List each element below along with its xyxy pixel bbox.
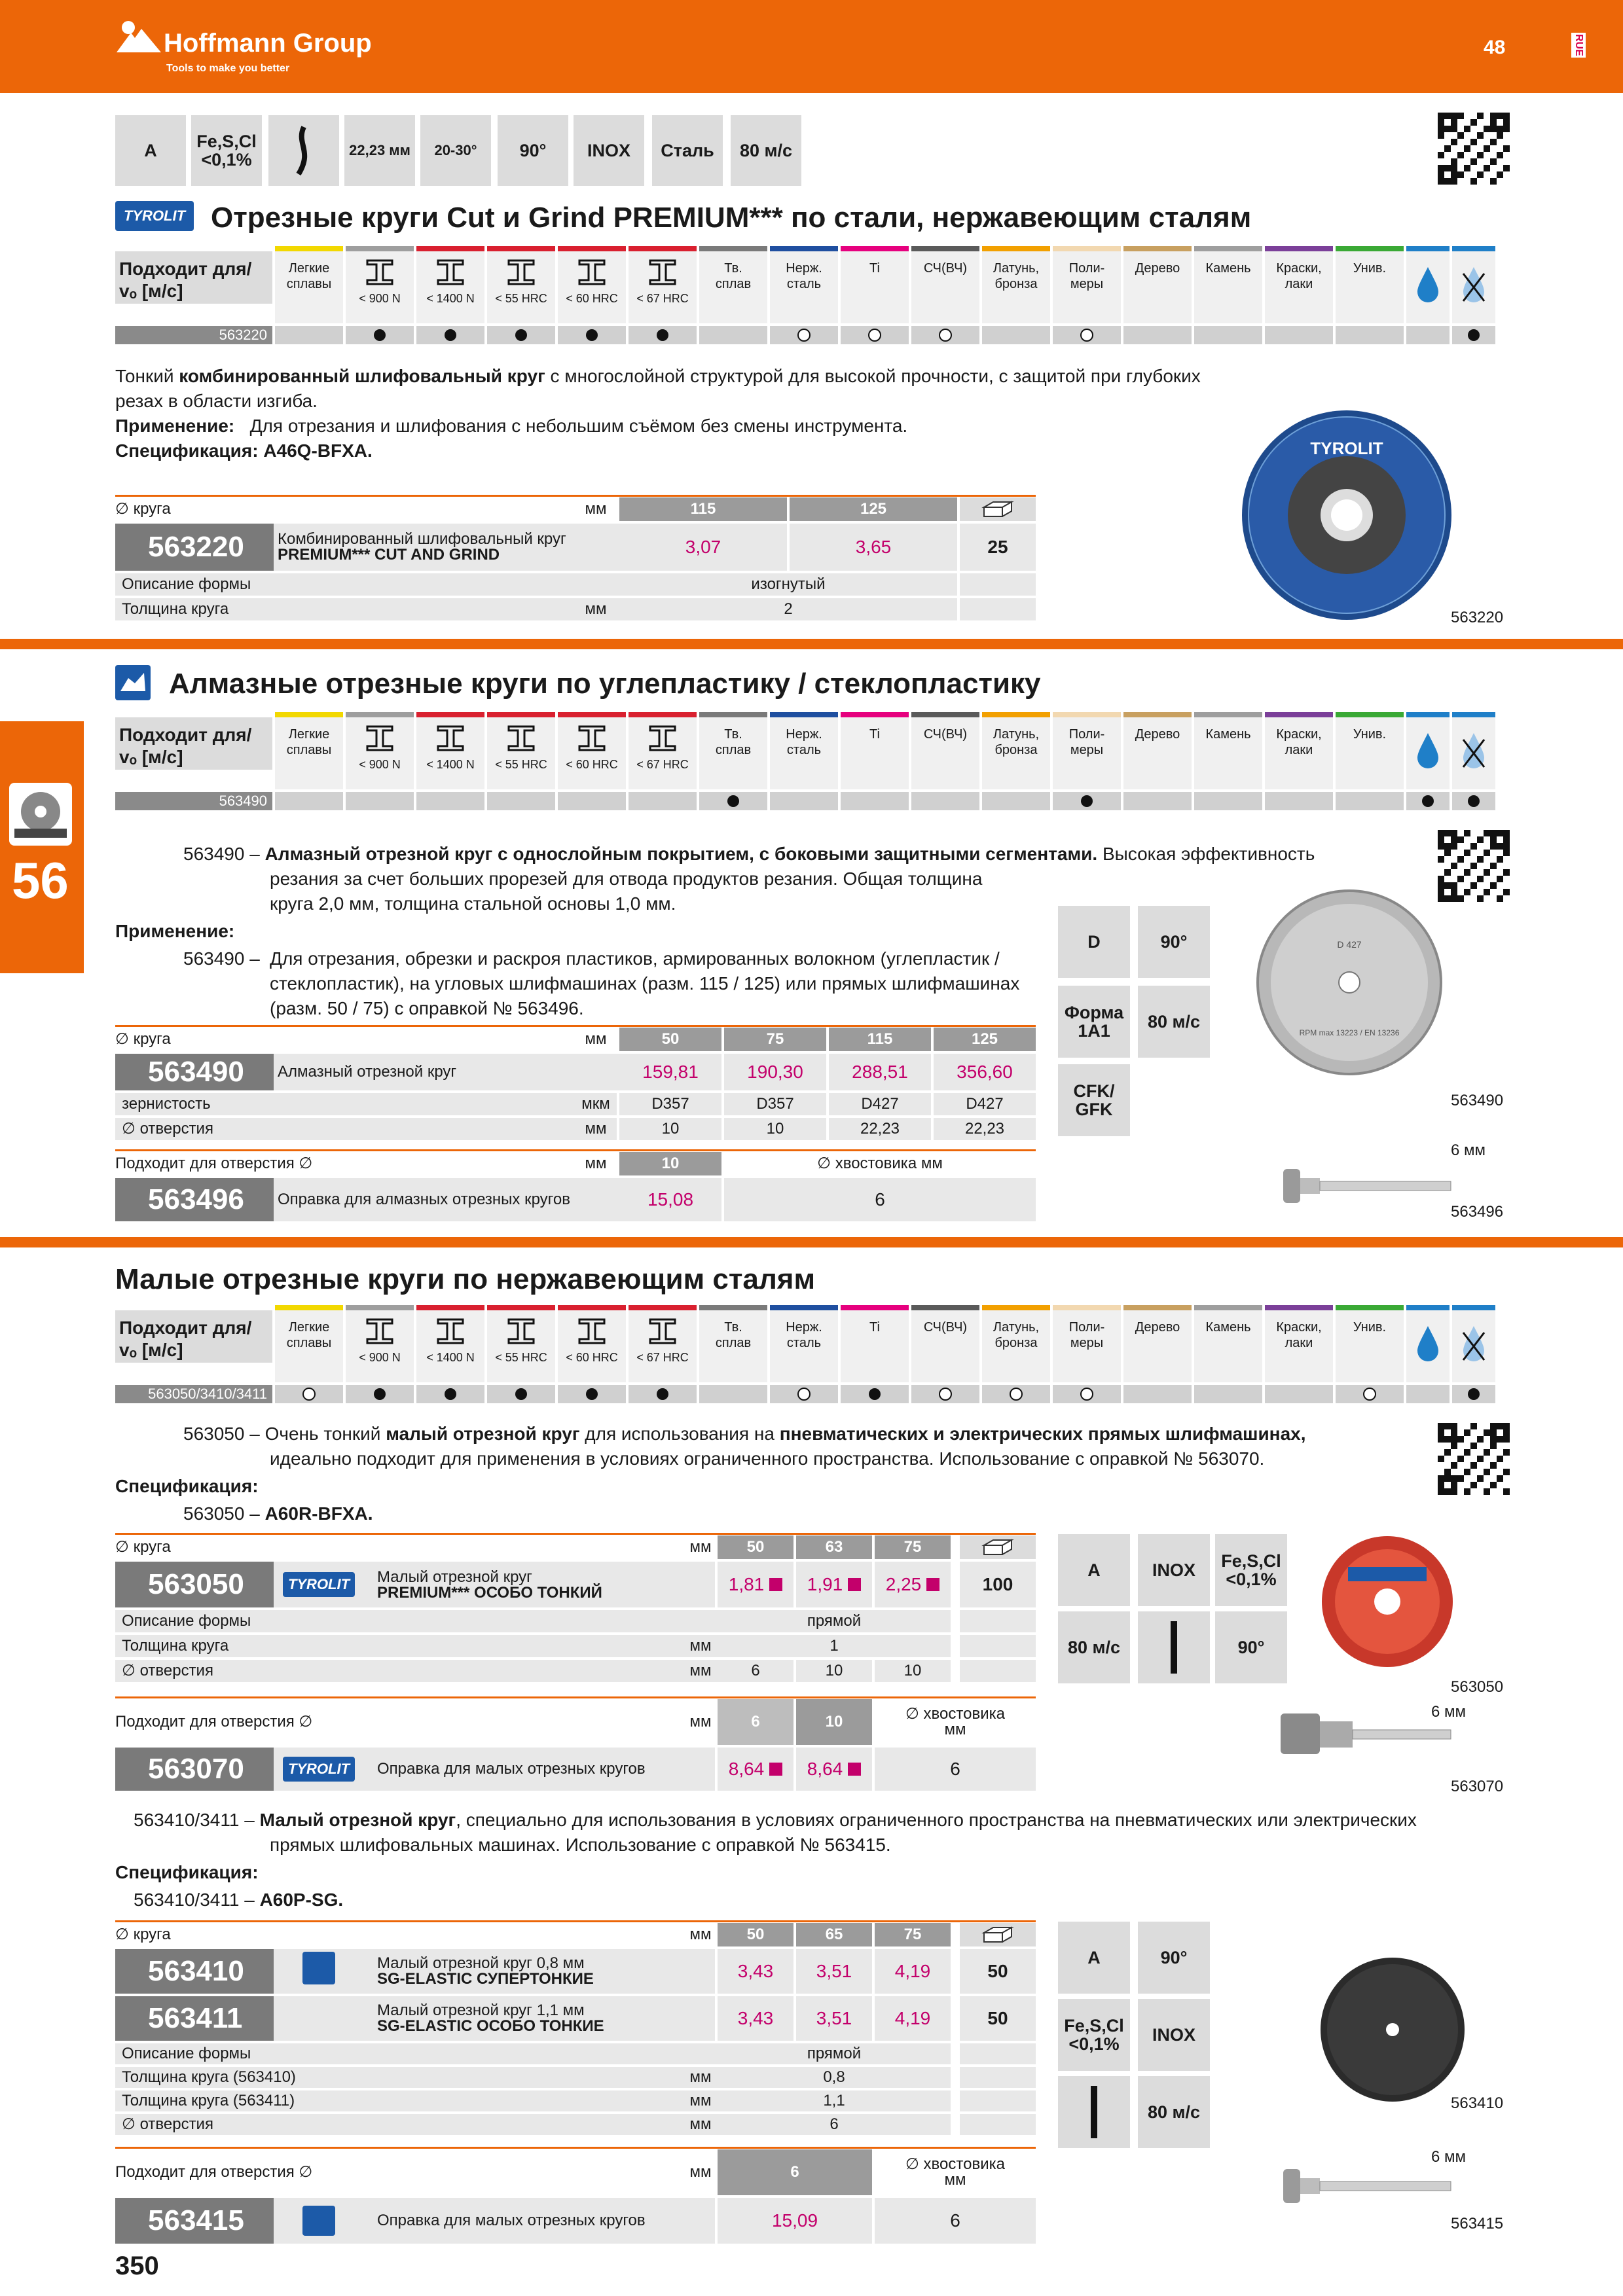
property-icon-1: Fe,S,Cl <0,1% — [191, 115, 262, 186]
wet-drop-icon — [1415, 1323, 1441, 1363]
material-col-14: Краски, лаки — [1265, 251, 1333, 323]
steel-beam-icon — [646, 1317, 679, 1346]
price: 288,51 — [829, 1054, 931, 1090]
shank-label: ∅ хвостовика мм — [817, 1155, 943, 1172]
steel-beam-icon — [575, 258, 608, 287]
suitability-label: Подходит для/ vₒ [м/с] — [115, 717, 272, 770]
svg-text:D 427: D 427 — [1337, 939, 1362, 950]
suitability-mark — [275, 326, 343, 344]
suitability-mark — [1194, 326, 1262, 344]
price: 3,07 — [619, 524, 787, 571]
suitability-mark — [770, 792, 838, 810]
material-col-14: Краски, лаки — [1265, 1310, 1333, 1382]
steel-beam-icon — [505, 258, 538, 287]
steel-beam-icon — [646, 724, 679, 753]
suitability-mark — [416, 792, 484, 810]
qr-code-1[interactable] — [1438, 113, 1510, 185]
suitability-mark — [911, 792, 979, 810]
material-col-3: < 55 HRC — [487, 717, 555, 789]
hoffmann-logo-icon — [115, 18, 162, 55]
suitability-mark — [1406, 326, 1450, 344]
suitability-mark — [629, 1385, 697, 1403]
fit-hole-label: Подходит для отверстия ∅ — [115, 1155, 313, 1172]
material-col-1: < 900 N — [346, 717, 414, 789]
suitability-mark — [841, 326, 909, 344]
brand-tagline: Tools to make you better — [166, 63, 290, 74]
suitability-mark — [629, 326, 697, 344]
s1-size: 125 — [790, 497, 957, 521]
suitability-article-code: 563490 — [115, 792, 272, 810]
suitability-mark — [558, 792, 626, 810]
material-col-6: Тв. сплав — [699, 1310, 767, 1382]
section-title-3: Малые отрезные круги по нержавеющим сталям — [115, 1263, 816, 1295]
suitability-label: Подходит для/ vₒ [м/с] — [115, 251, 272, 304]
s1-product-name: Комбинированный шлифовальный круг PREMIUM*** CUT AND GRIND — [274, 524, 621, 571]
suitability-article-code: 563220 — [115, 326, 272, 344]
tyrolit-disc-image — [1239, 407, 1455, 623]
property-icon-0: A — [115, 115, 186, 186]
steel-beam-icon — [434, 1317, 467, 1346]
tyrolit-logo: TYROLIT — [283, 1572, 355, 1597]
price: 190,30 — [724, 1054, 826, 1090]
article-number-563070[interactable]: 563070 — [115, 1748, 304, 1791]
suitability-mark — [841, 1385, 909, 1403]
image-caption: 563496 — [1451, 1203, 1504, 1221]
material-col-11: Поли- меры — [1053, 717, 1121, 789]
header-page-number: 48 — [1484, 37, 1506, 58]
suitability-mark — [699, 1385, 767, 1403]
steel-beam-icon — [505, 1317, 538, 1346]
angle-90-icon: 90° — [1138, 1922, 1210, 1994]
thickness-label: Толщина круга — [115, 598, 623, 620]
material-col-1: < 900 N — [346, 251, 414, 323]
suitability-mark — [770, 1385, 838, 1403]
price: 1,91 — [796, 1562, 872, 1607]
material-col-4: < 60 HRC — [558, 717, 626, 789]
svg-text:RPM max 13223 / EN 13236: RPM max 13223 / EN 13236 — [1299, 1028, 1400, 1037]
material-col-7: Нерж. сталь — [770, 717, 838, 789]
material-col-16 — [1406, 717, 1450, 789]
suitability-mark — [416, 326, 484, 344]
mandrel-name: Оправка для алмазных отрезных кругов — [274, 1178, 621, 1221]
suitability-mark — [487, 1385, 555, 1403]
suitability-mark — [1265, 792, 1333, 810]
pack-qty: 25 — [960, 524, 1036, 571]
chapter-number: 56 — [12, 852, 69, 909]
material-col-1: < 900 N — [346, 1310, 414, 1382]
angle-90-icon: 90° — [1138, 906, 1210, 978]
material-col-11: Поли- меры — [1053, 251, 1121, 323]
material-col-10: Латунь, бронза — [982, 1310, 1050, 1382]
suitability-mark — [1053, 326, 1121, 344]
suitability-mark — [487, 326, 555, 344]
suitability-mark — [629, 792, 697, 810]
suitability-mark — [416, 1385, 484, 1403]
image-caption: 563220 — [1451, 609, 1504, 626]
property-icon-5: 90° — [498, 115, 568, 186]
package-icon — [960, 1923, 1036, 1946]
material-col-15: Унив. — [1336, 1310, 1404, 1382]
mandrel-image — [1277, 2160, 1460, 2212]
pferd-logo-icon — [302, 1952, 335, 1984]
material-col-12: Дерево — [1123, 717, 1192, 789]
s2-size: 50 — [619, 1028, 721, 1051]
wet-drop-icon — [1415, 264, 1441, 304]
suitability-mark — [1123, 1385, 1192, 1403]
small-tyrolit-disc-image — [1319, 1533, 1456, 1670]
suitability-mark — [346, 792, 414, 810]
material-col-6: Тв. сплав — [699, 717, 767, 789]
shape-label: Описание формы — [115, 573, 623, 596]
diamond-disc-image — [1254, 888, 1444, 1077]
svg-text:TYROLIT: TYROLIT — [1310, 439, 1383, 458]
suitability-mark — [982, 792, 1050, 810]
suitability-mark — [982, 326, 1050, 344]
material-col-6: Тв. сплав — [699, 251, 767, 323]
suitability-mark — [558, 326, 626, 344]
form-1a1-icon: Форма 1A1 — [1058, 986, 1130, 1058]
mandrel-image — [1277, 1160, 1460, 1212]
material-col-10: Латунь, бронза — [982, 251, 1050, 323]
material-col-8: Ti — [841, 1310, 909, 1382]
price: 15,08 — [619, 1178, 721, 1221]
suitability-mark — [275, 1385, 343, 1403]
material-col-4: < 60 HRC — [558, 1310, 626, 1382]
property-icon-4: 20-30° — [420, 115, 491, 186]
suitability-mark — [699, 792, 767, 810]
suitability-mark — [1265, 1385, 1333, 1403]
article-number-563410[interactable]: 563410 — [115, 1949, 304, 1994]
material-col-16 — [1406, 251, 1450, 323]
suitability-mark — [911, 1385, 979, 1403]
material-col-4: < 60 HRC — [558, 251, 626, 323]
s2-size: 125 — [934, 1028, 1036, 1051]
material-col-17 — [1452, 1310, 1495, 1382]
material-col-8: Ti — [841, 251, 909, 323]
suitability-mark — [1452, 792, 1495, 810]
suitability-mark — [1194, 792, 1262, 810]
pferd-logo-icon — [115, 665, 151, 700]
qr-code-3[interactable] — [1438, 1423, 1510, 1495]
tyrolit-logo: TYROLIT — [283, 1757, 355, 1782]
material-col-15: Унив. — [1336, 717, 1404, 789]
suitability-mark — [275, 792, 343, 810]
dry-drop-icon — [1461, 264, 1487, 304]
steel-beam-icon — [505, 724, 538, 753]
material-col-11: Поли- меры — [1053, 1310, 1121, 1382]
suitability-mark — [487, 792, 555, 810]
suitability-mark — [346, 1385, 414, 1403]
dry-drop-icon — [1461, 730, 1487, 770]
steel-beam-icon — [363, 258, 396, 287]
section-title-1: Отрезные круги Cut и Grind PREMIUM*** по стали, нержавеющим сталям — [211, 202, 1252, 234]
angle-90-icon: 90° — [1215, 1611, 1287, 1683]
suitability-mark — [1123, 326, 1192, 344]
brand-name: Hoffmann Group — [164, 29, 372, 58]
suitability-mark — [1123, 792, 1192, 810]
s1-diam-label: ∅ круга — [115, 500, 171, 518]
material-col-17 — [1452, 251, 1495, 323]
price: 2,25 — [875, 1562, 951, 1607]
material-col-7: Нерж. сталь — [770, 251, 838, 323]
steel-beam-icon — [434, 258, 467, 287]
material-col-0: Легкие сплавы — [275, 717, 343, 789]
suitability-mark — [911, 326, 979, 344]
article-number-563220[interactable]: 563220 — [115, 524, 304, 571]
thickness-value: 2 — [619, 598, 957, 620]
s3-description: 563050 – Очень тонкий малый отрезной круг для использования на пневматических и электрических прямых шлифмашинах, — [183, 1424, 1306, 1444]
material-col-2: < 1400 N — [416, 251, 484, 323]
s2-product-name: Алмазный отрезной круг — [274, 1054, 621, 1090]
suitability-mark — [1336, 326, 1404, 344]
steel-beam-icon — [363, 724, 396, 753]
suitability-mark — [1194, 1385, 1262, 1403]
suitability-label: Подходит для/ vₒ [м/с] — [115, 1310, 272, 1363]
material-col-12: Дерево — [1123, 1310, 1192, 1382]
suitability-mark — [699, 326, 767, 344]
language-tag: RUE — [1571, 33, 1586, 58]
article-number-563490[interactable]: 563490 — [115, 1054, 304, 1090]
article-number-563496[interactable]: 563496 — [115, 1178, 304, 1221]
material-col-5: < 67 HRC — [629, 1310, 697, 1382]
property-icon-3: 22,23 мм — [344, 115, 415, 186]
material-col-9: СЧ(ВЧ) — [911, 717, 979, 789]
price: 8,64 — [796, 1748, 872, 1791]
pack-qty: 100 — [960, 1562, 1036, 1607]
price: 356,60 — [934, 1054, 1036, 1090]
material-col-9: СЧ(ВЧ) — [911, 251, 979, 323]
footer-page-number: 350 — [115, 2251, 159, 2280]
suitability-mark — [1053, 792, 1121, 810]
material-col-13: Камень — [1194, 251, 1262, 323]
material-col-5: < 67 HRC — [629, 717, 697, 789]
suitability-mark — [770, 326, 838, 344]
cutting-disc-icon — [9, 783, 72, 846]
material-col-7: Нерж. сталь — [770, 1310, 838, 1382]
material-col-3: < 55 HRC — [487, 251, 555, 323]
shank-value: 6 — [724, 1178, 1036, 1221]
material-col-5: < 67 HRC — [629, 251, 697, 323]
steel-beam-icon — [363, 1317, 396, 1346]
material-col-3: < 55 HRC — [487, 1310, 555, 1382]
property-icon-7: Сталь — [652, 115, 723, 186]
suitability-mark — [1336, 1385, 1404, 1403]
suitability-article-code: 563050/3410/3411 — [115, 1385, 272, 1403]
suitability-mark — [1053, 1385, 1121, 1403]
s2-description: 563490 – Алмазный отрезной круг с однослойным покрытием, с боковыми защитными сегментами. Высокая эффективность — [183, 844, 1315, 864]
s2-size: 75 — [724, 1028, 826, 1051]
steel-beam-icon — [575, 724, 608, 753]
s3-product-name: Малый отрезной круг PREMIUM*** ОСОБО ТОНКИЙ — [377, 1568, 602, 1602]
article-number-563415[interactable]: 563415 — [115, 2198, 304, 2244]
black-disc-image — [1317, 1954, 1468, 2105]
s1-description: Тонкий комбинированный шлифовальный круг с многослойной структурой для высокой прочности, с защитой при глубоких резах в области изгиба. Применение: Для отрезания и шлифования с небольшим съёмом без смены инструмента. Спецификация: A46Q-BFXA. — [115, 366, 1201, 461]
fit-hole-value: 10 — [619, 1152, 721, 1175]
tyrolit-logo: TYROLIT — [115, 201, 194, 231]
s1-unit: мм — [585, 500, 607, 518]
suitability-mark — [1452, 1385, 1495, 1403]
s2-diam-label: ∅ круга — [115, 1030, 171, 1048]
shape-value: изогнутый — [619, 573, 957, 596]
s1-app-label: Применение: — [115, 416, 235, 436]
suitability-mark — [1336, 792, 1404, 810]
image-caption: 563490 — [1451, 1092, 1504, 1109]
material-col-10: Латунь, бронза — [982, 717, 1050, 789]
cfk-gfk-icon: CFK/ GFK — [1058, 1064, 1130, 1136]
suitability-mark — [1406, 1385, 1450, 1403]
suitability-mark — [558, 1385, 626, 1403]
material-col-8: Ti — [841, 717, 909, 789]
article-number-563411[interactable]: 563411 — [115, 1996, 304, 2041]
qr-code-2[interactable] — [1438, 830, 1510, 902]
steel-beam-icon — [434, 724, 467, 753]
property-icon-6: INOX — [574, 115, 644, 186]
suitability-mark — [1265, 326, 1333, 344]
material-col-13: Камень — [1194, 1310, 1262, 1382]
steel-beam-icon — [575, 1317, 608, 1346]
article-number-563050[interactable]: 563050 — [115, 1562, 304, 1607]
suitability-mark — [841, 792, 909, 810]
material-col-13: Камень — [1194, 717, 1262, 789]
suitability-mark — [1406, 792, 1450, 810]
curved-disc-icon — [268, 115, 339, 186]
thin-disc-icon — [1058, 2076, 1130, 2148]
s2-size: 115 — [829, 1028, 931, 1051]
material-col-2: < 1400 N — [416, 717, 484, 789]
material-col-0: Легкие сплавы — [275, 251, 343, 323]
shape-d-icon: D — [1058, 906, 1130, 978]
suitability-mark — [346, 326, 414, 344]
pferd-logo-icon — [302, 2206, 335, 2236]
property-icon-8: 80 м/с — [731, 115, 801, 186]
s1-size: 115 — [619, 497, 787, 521]
steel-beam-icon — [646, 258, 679, 287]
price: 159,81 — [619, 1054, 721, 1090]
suitability-mark — [1452, 326, 1495, 344]
speed-icon: 80 м/с — [1138, 986, 1210, 1058]
material-col-9: СЧ(ВЧ) — [911, 1310, 979, 1382]
material-col-17 — [1452, 717, 1495, 789]
price: 1,81 — [718, 1562, 793, 1607]
dry-drop-icon — [1461, 1323, 1487, 1363]
thin-disc-icon — [1138, 1611, 1210, 1683]
unit: мм — [585, 600, 607, 618]
material-col-0: Легкие сплавы — [275, 1310, 343, 1382]
suitability-mark — [982, 1385, 1050, 1403]
material-col-12: Дерево — [1123, 251, 1192, 323]
wet-drop-icon — [1415, 730, 1441, 770]
price: 8,64 — [718, 1748, 793, 1791]
package-icon — [960, 1535, 1036, 1559]
section-title-2: Алмазные отрезные круги по углепластику / стеклопластику — [169, 668, 1041, 700]
material-col-2: < 1400 N — [416, 1310, 484, 1382]
material-col-16 — [1406, 1310, 1450, 1382]
package-icon — [960, 497, 1036, 521]
material-col-15: Унив. — [1336, 251, 1404, 323]
price: 3,65 — [790, 524, 957, 571]
chapter-tab[interactable] — [0, 721, 84, 973]
material-col-14: Краски, лаки — [1265, 717, 1333, 789]
